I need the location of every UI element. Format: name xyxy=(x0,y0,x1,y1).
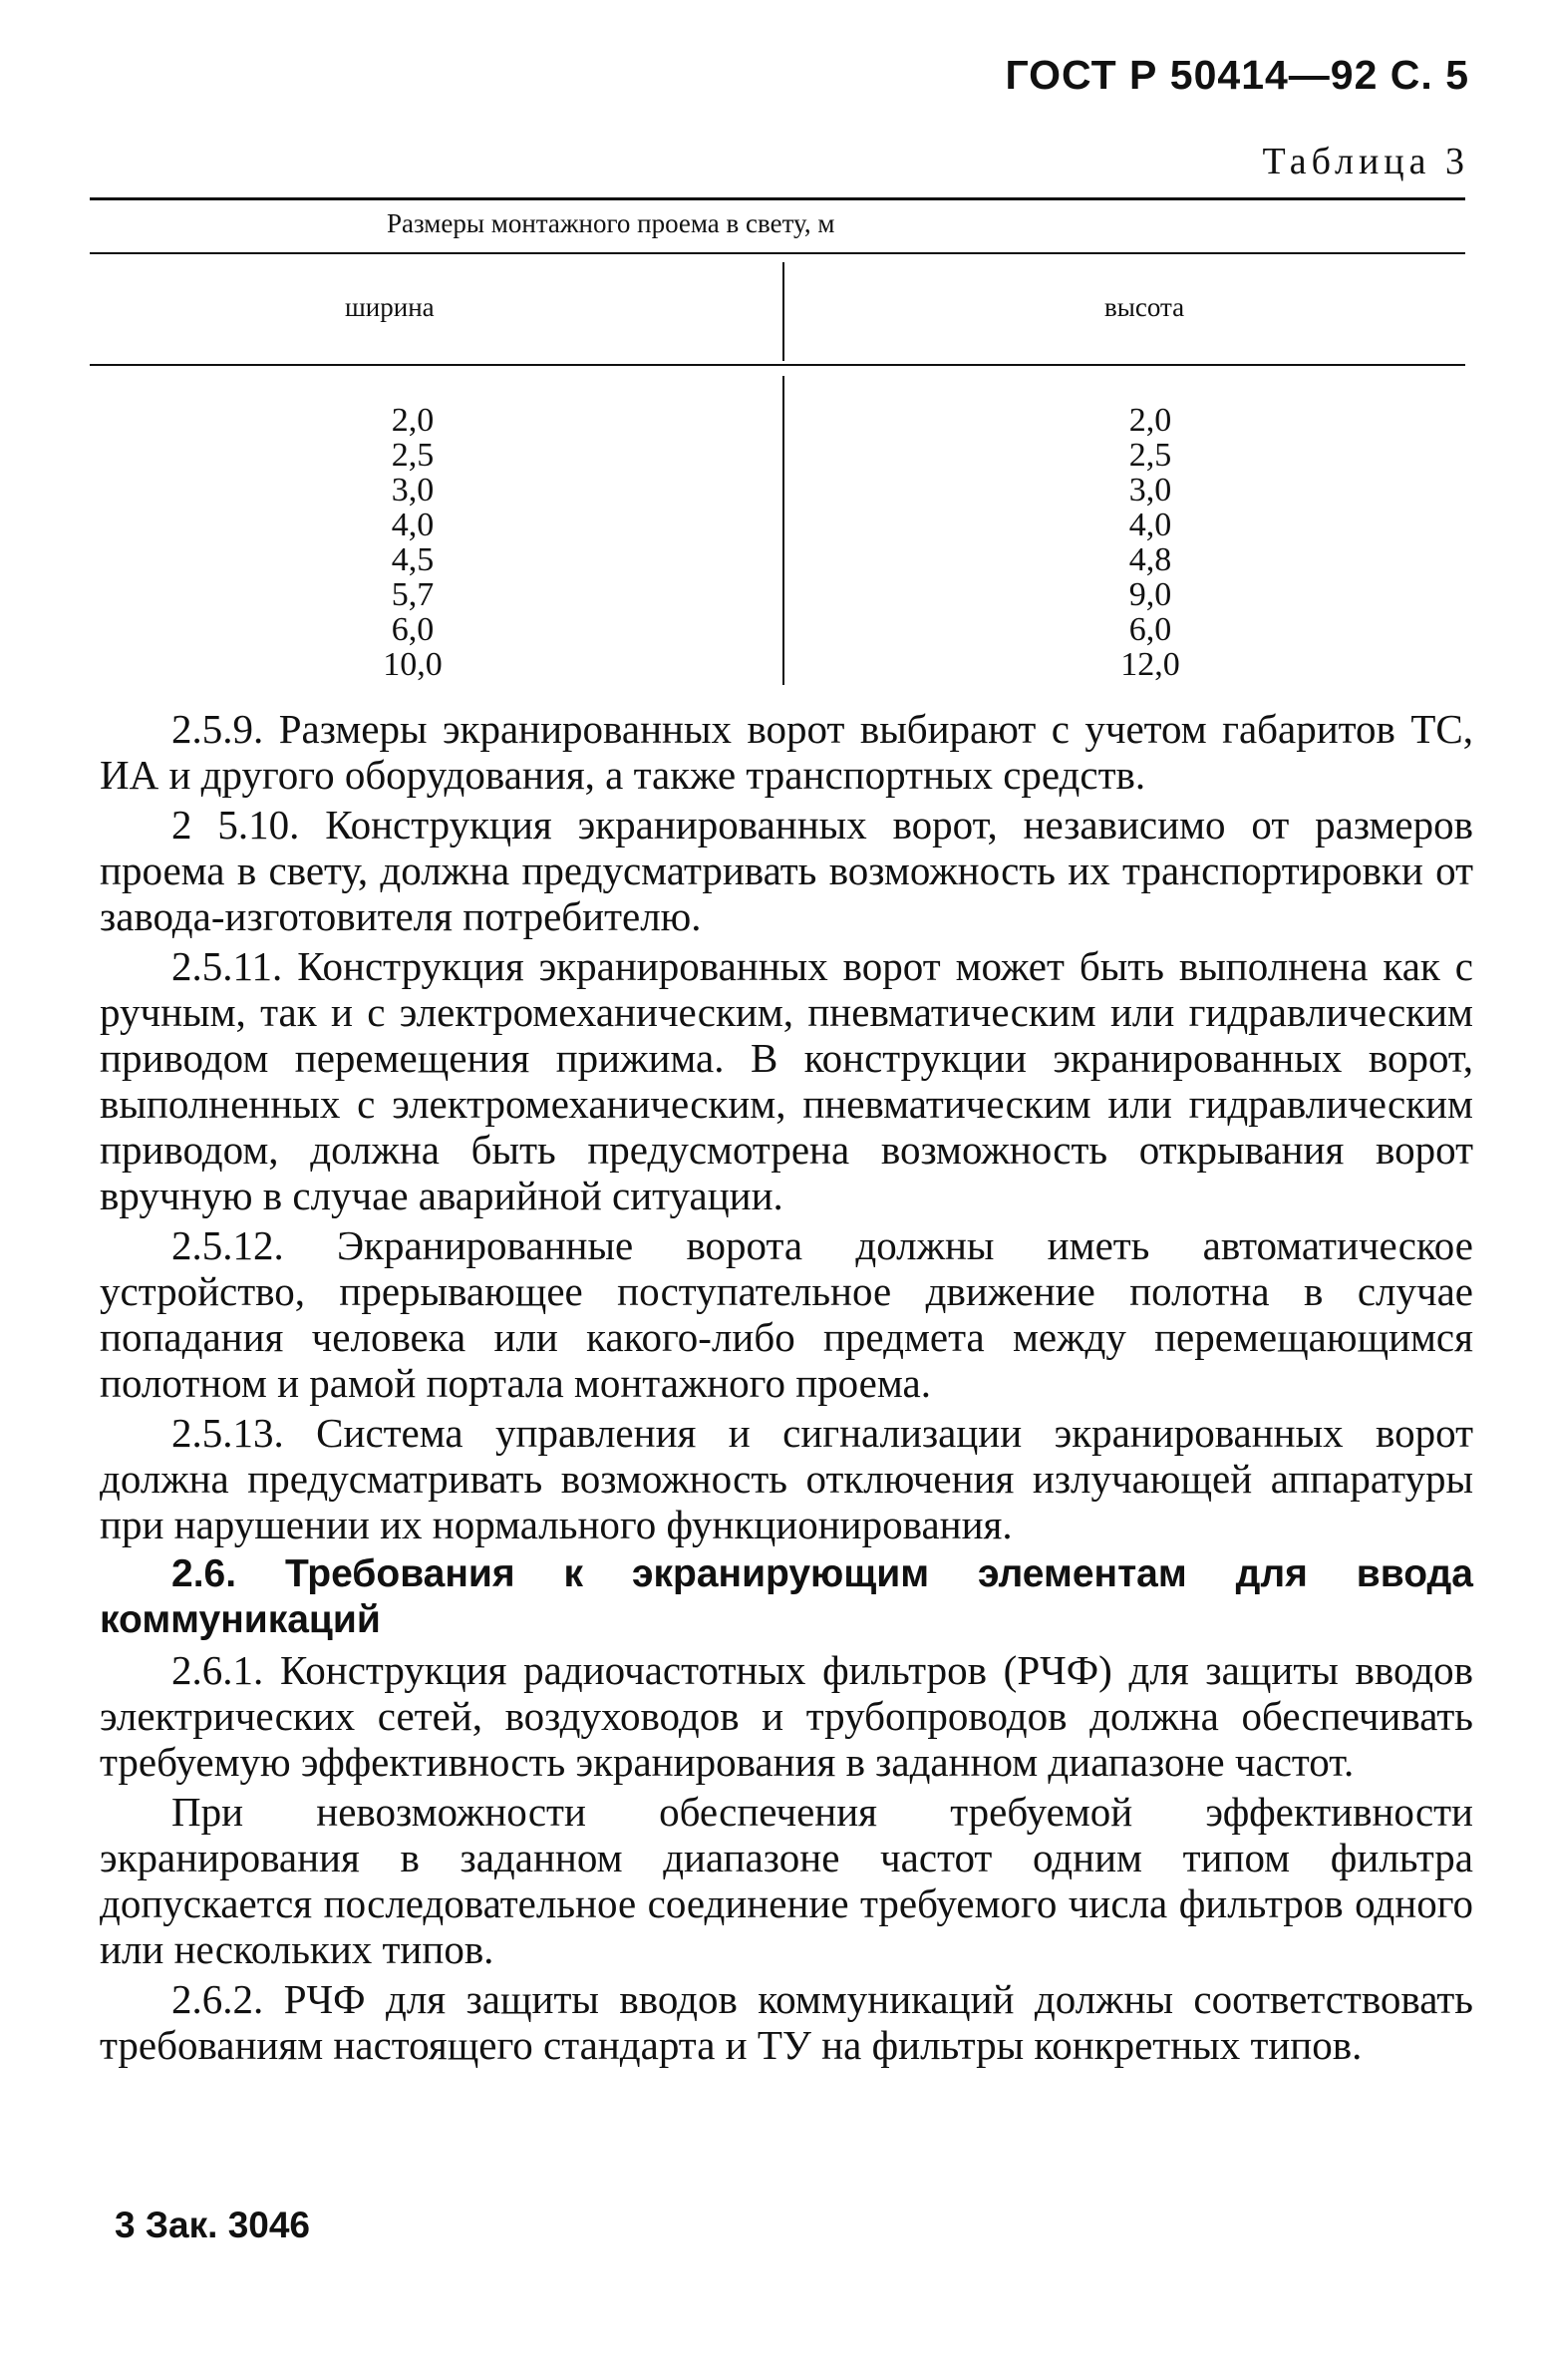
table-header-rule xyxy=(90,364,1465,366)
paragraph-2-5-9: 2.5.9. Размеры экранированных ворот выбирают с учетом габаритов ТС, ИА и другого оборудования, а также транспортных средств. xyxy=(100,706,1473,798)
height-value: 12,0 xyxy=(1120,646,1180,683)
width-value: 3,0 xyxy=(391,472,435,509)
table-caption: Таблица 3 xyxy=(1262,141,1469,182)
width-value: 10,0 xyxy=(383,646,443,683)
height-value: 2,5 xyxy=(1128,437,1172,474)
paragraph-2-5-13: 2.5.13. Система управления и сигнализации экранированных ворот должна предусматривать возможность отключения излучающей аппаратуры при нарушении их нормального функционирования. xyxy=(100,1410,1473,1547)
document-body xyxy=(100,706,1473,2068)
height-column-header: высота xyxy=(1104,292,1185,322)
section-title-2-6: 2.6. Требования к экранирующим элементам для ввода коммуникаций xyxy=(100,1552,1473,1641)
height-value: 3,0 xyxy=(1128,472,1172,509)
width-value: 4,0 xyxy=(391,507,435,543)
width-value: 5,7 xyxy=(391,576,435,613)
width-values xyxy=(353,403,472,682)
paragraph-2-5-11: 2.5.11. Конструкция экранированных ворот может быть выполнена как с ручным, так и с электромеханическим, пневматическим или гидравлическим приводом перемещения прижима. В конструкции экранированных ворот, выполненных с электромеханическим, пневматическим или гидравлическим приводом, должна быть предусмотрена возможность открывания ворот вручную в случае аварийной ситуации. xyxy=(100,943,1473,1218)
standard-header: ГОСТ Р 50414—92 С. 5 xyxy=(1005,52,1469,98)
paragraph-filter-connection: При невозможности обеспечения требуемой эффективности экранирования в заданном диапазоне частот одним типом фильтра допускается последовательное соединение требуемого числа фильтров одного или нескольких типов. xyxy=(100,1789,1473,1972)
height-value: 4,0 xyxy=(1128,507,1172,543)
width-column-header: ширина xyxy=(345,292,435,322)
paragraph-2-6-2: 2.6.2. РЧФ для защиты вводов коммуникаций должны соответствовать требованиям настоящего стандарта и ТУ на фильтры конкретных типов. xyxy=(100,1976,1473,2068)
table-top-rule xyxy=(90,197,1465,200)
order-number: 3 Зак. 3046 xyxy=(115,2205,311,2245)
height-value: 9,0 xyxy=(1128,576,1172,613)
height-values xyxy=(1090,403,1210,682)
height-value: 4,8 xyxy=(1128,541,1172,578)
height-value: 2,0 xyxy=(1128,402,1172,439)
table-title-rule xyxy=(90,252,1465,254)
column-divider-header xyxy=(782,262,784,361)
width-value: 6,0 xyxy=(391,611,435,648)
width-value: 4,5 xyxy=(391,541,435,578)
paragraph-2-6-1: 2.6.1. Конструкция радиочастотных фильтров (РЧФ) для защиты вводов электрических сетей, воздуховодов и трубопроводов должна обеспечивать требуемую эффективность экранирования в заданном диапазоне частот. xyxy=(100,1647,1473,1785)
paragraph-2-5-12: 2.5.12. Экранированные ворота должны иметь автоматическое устройство, прерывающее поступательное движение полотна в случае попадания человека или какого-либо предмета между перемещающимся полотном и рамой портала монтажного проема. xyxy=(100,1222,1473,1406)
paragraph-2-5-10: 2 5.10. Конструкция экранированных ворот, независимо от размеров проема в свету, должна предусматривать возможность их транспортировки от завода-изготовителя потребителю. xyxy=(100,802,1473,939)
column-divider-body xyxy=(782,376,784,685)
table-title: Размеры монтажного проема в свету, м xyxy=(387,208,835,238)
width-value: 2,5 xyxy=(391,437,435,474)
height-value: 6,0 xyxy=(1128,611,1172,648)
width-value: 2,0 xyxy=(391,402,435,439)
